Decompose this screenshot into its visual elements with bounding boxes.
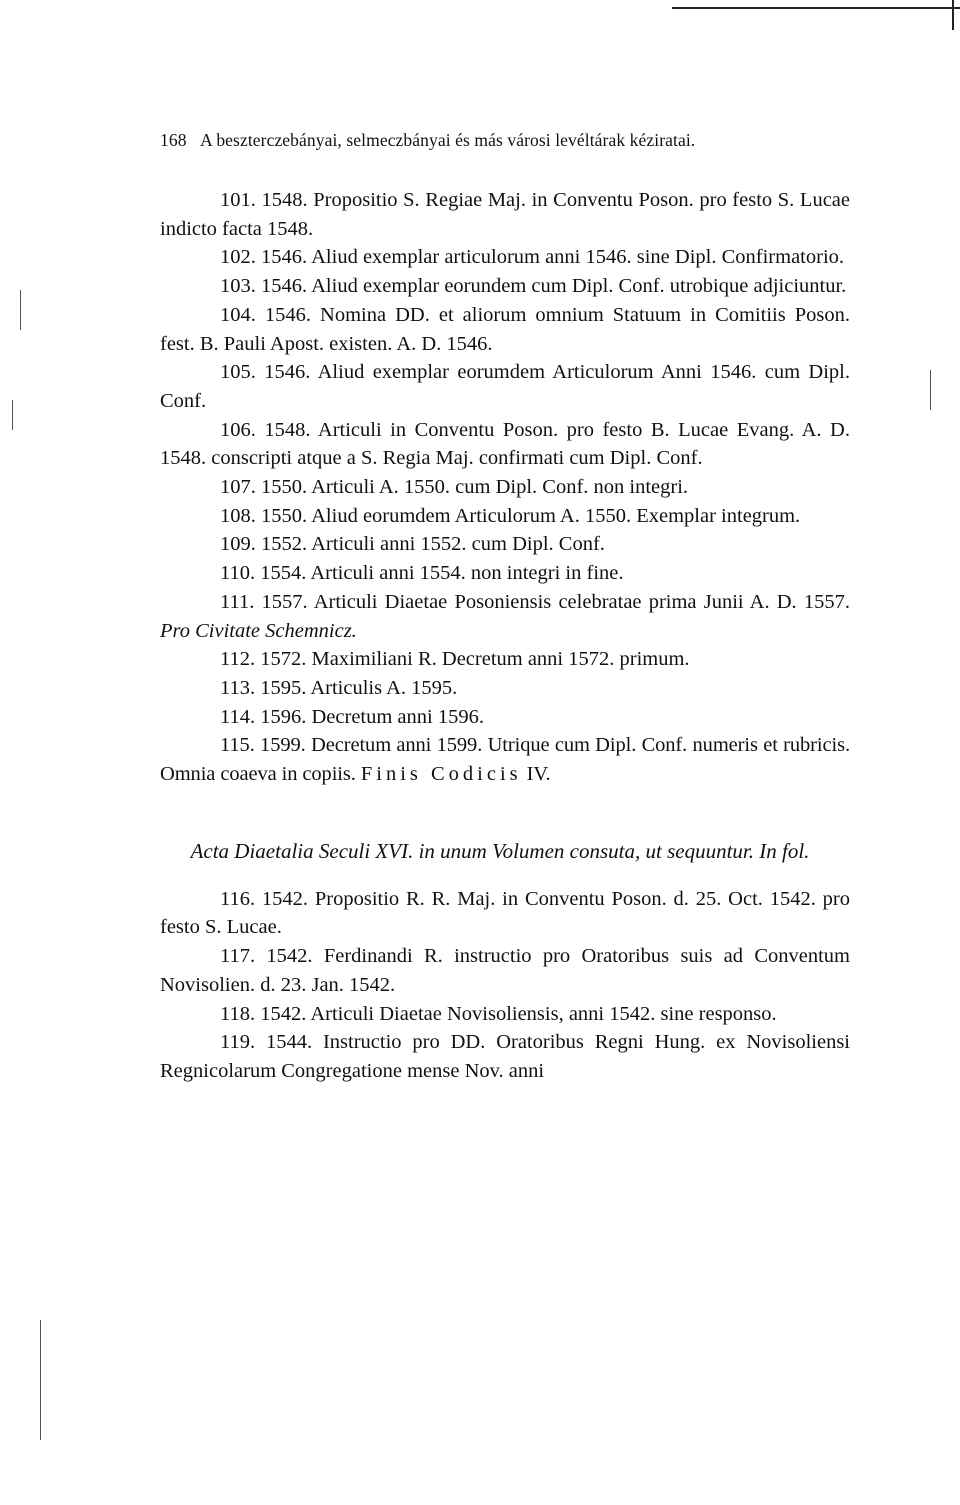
entry-115: [160, 731, 850, 788]
entry-111-text: 111. 1557. Articuli Diaetae Posoniensis celebratae prima Junii A. D. 1557.: [220, 590, 850, 613]
entry-114: 114. 1596. Decretum anni 1596.: [220, 705, 484, 728]
entry-117: 117. 1542. Ferdinandi R. instructio pro Oratoribus suis ad Conventum Novisolien. d. 23. Jan. 1542.: [160, 945, 850, 996]
entries-list-2: [160, 885, 850, 1086]
entry-110: 110. 1554. Articuli anni 1554. non integri in fine.: [220, 562, 624, 585]
scan-margin-mark: [12, 400, 13, 430]
entry-102: 102. 1546. Aliud exemplar articulorum anni 1546. sine Dipl. Confirmatorio.: [220, 246, 845, 269]
entry-119: 119. 1544. Instructio pro DD. Oratoribus Regni Hung. ex Novisoliensi Regnicolarum Congregatione mense Nov. anni: [160, 1031, 850, 1082]
page-number: 168: [160, 130, 187, 150]
scan-edge-line: [672, 7, 960, 9]
section-heading-lead: Acta Diaetalia Seculi XVI.: [190, 838, 414, 863]
entry-106: 106. 1548. Articuli in Conventu Poson. pro festo B. Lucae Evang. A. D. 1548. conscripti atque a S. Regia Maj. confirmati cum Dipl. Conf.: [160, 418, 850, 470]
section-heading: [160, 837, 850, 865]
entry-107: 107. 1550. Articuli A. 1550. cum Dipl. Conf. non integri.: [220, 476, 689, 499]
entry-101: 101. 1548. Propositio S. Regiae Maj. in Conventu Poson. pro festo S. Lucae indicto facta 1548.: [160, 189, 850, 240]
document-page: [160, 130, 850, 1086]
entry-105: 105. 1546. Aliud exemplar eorumdem Articulorum Anni 1546. cum Dipl. Conf.: [160, 361, 850, 412]
entry-116: 116. 1542. Propositio R. R. Maj. in Conventu Poson. d. 25. Oct. 1542. pro festo S. Lucae.: [160, 887, 850, 939]
entry-109: 109. 1552. Articuli anni 1552. cum Dipl. Conf.: [220, 533, 605, 556]
entry-111: [160, 588, 850, 645]
section-heading-rest: in unum Volumen consuta, ut sequuntur. In fol.: [418, 838, 810, 863]
entry-104: 104. 1546. Nomina DD. et aliorum omnium Statuum in Comitiis Poson. fest. B. Pauli Apost. existen. A. D. 1546.: [160, 303, 850, 355]
entry-115-text: 115. 1599. Decretum anni 1599. Utrique cum Dipl. Conf. numeris et rubricis. Omnia coaeva in copiis.: [160, 734, 850, 786]
running-title: A beszterczebányai, selmeczbányai és más városi levéltárak kéziratai.: [200, 130, 696, 150]
scan-margin-mark: [40, 1320, 41, 1440]
entry-113: 113. 1595. Articulis A. 1595.: [220, 676, 458, 699]
entry-108: 108. 1550. Aliud eorumdem Articulorum A. 1550. Exemplar integrum.: [220, 504, 801, 527]
running-header: [160, 130, 850, 151]
entry-118: 118. 1542. Articuli Diaetae Novisoliensis, anni 1542. sine responso.: [220, 1002, 777, 1025]
scan-edge-line: [952, 0, 954, 30]
entries-list-1: [160, 186, 850, 789]
scan-margin-mark: [20, 290, 21, 330]
entry-103: 103. 1546. Aliud exemplar eorundem cum Dipl. Conf. utrobique adjiciuntur.: [220, 275, 847, 298]
entry-112: 112. 1572. Maximiliani R. Decretum anni 1572. primum.: [220, 648, 690, 671]
entry-111-italic-note: Pro Civitate Schemnicz.: [160, 619, 357, 642]
entry-115-tail: IV.: [526, 763, 551, 786]
finis-codicis-spaced: Finis Codicis: [360, 763, 522, 786]
scan-margin-mark: [930, 370, 931, 410]
